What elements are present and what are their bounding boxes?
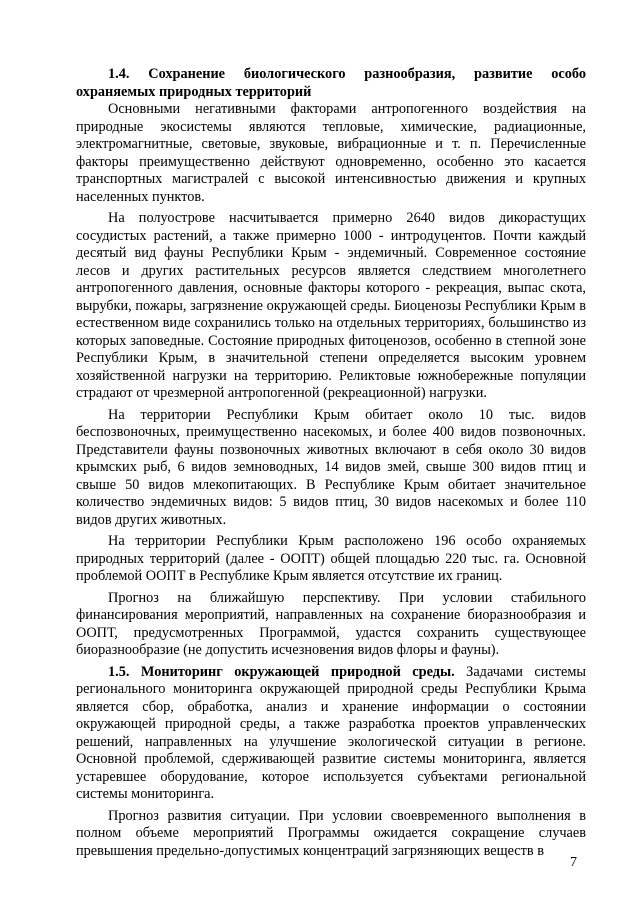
section-1-4-paragraph-5: Прогноз на ближайшую перспективу. При условии стабильного финансирования мероприятий, направленных на сохранение биоразнообразия и ООПТ, предусмотренных Программой, удастся сохранить существующее биоразнообразие (не допустить исчезновения видов флоры и фауны). bbox=[76, 589, 586, 658]
page-content bbox=[76, 66, 586, 864]
section-1-4-paragraph-1: Основными негативными факторами антропогенного воздействия на природные экосистемы являются тепловые, химические, радиационные, электромагнитные, световые, звуковые, вибрационные и т. п. Перечисленные факторы преимущественно действуют одновременно, особенно это касается транспортных магистралей с высокой интенсивностью движения и крупных населенных пунктов. bbox=[76, 101, 586, 205]
page-number: 7 bbox=[570, 855, 577, 870]
section-1-5-paragraph-2: Прогноз развития ситуации. При условии своевременного выполнения в полном объеме мероприятий Программы ожидается сокращение случаев превышения предельно-допустимых концентраций загрязняющих веществ в bbox=[76, 807, 586, 859]
section-1-5-paragraph-1 bbox=[76, 664, 586, 804]
section-1-4-paragraph-2: На полуострове насчитывается примерно 2640 видов дикорастущих сосудистых растений, а также примерно 1000 - интродуцентов. Почти каждый десятый вид фауны Республики Крым - эндемичный. Современное состояние лесов и других растительных ресурсов является следствием многолетнего антропогенного давления, основные факторы которого - рекреация, выпас скота, вырубки, пожары, загрязнение окружающей среды. Биоценозы Республики Крым в естественном виде сохранились только на отдельных территориях, большинство из которых заповедные. Состояние природных фитоценозов, особенно в степной зоне Республики Крым, в значительной степени определяется высоким уровнем хозяйственной нагрузки на территорию. Реликтовые южнобережные популяции страдают от чрезмерной антропогенной (рекреационной) нагрузки. bbox=[76, 210, 586, 401]
section-1-5-paragraph-1-text: Задачами системы регионального мониторинга окружающей природной среды Республики Крыма является сбор, обработка, анализ и хранение информации о состоянии окружающей природной среды, а также разработка проектов управленческих решений, направленных на улучшение экологической ситуации в регионе. Основной проблемой, сдерживающей развитие системы мониторинга, является устаревшее оборудование, которое используется субъектами региональной системы мониторинга. bbox=[76, 663, 586, 802]
section-1-4-paragraph-3: На территории Республики Крым обитает около 10 тыс. видов беспозвоночных, преимущественно насекомых, и более 400 видов позвоночных. Представители фауны позвоночных животных включают в себя около 30 видов крымских рыб, 6 видов земноводных, 14 видов змей, свыше 300 видов птиц и свыше 50 видов млекопитающих. В Республике Крым обитает значительное количество эндемичных видов: 5 видов птиц, 30 видов насекомых и более 110 видов других животных. bbox=[76, 406, 586, 528]
section-1-5-heading: 1.5. Мониторинг окружающей природной среды. bbox=[108, 663, 455, 680]
section-1-4-heading: 1.4. Сохранение биологического разнообразия, развитие особо охраняемых природных территорий bbox=[76, 66, 586, 100]
section-1-4-paragraph-4: На территории Республики Крым расположено 196 особо охраняемых природных территорий (далее - ООПТ) общей площадью 220 тыс. га. Основной проблемой ООПТ в Республике Крым является отсутствие их границ. bbox=[76, 533, 586, 584]
